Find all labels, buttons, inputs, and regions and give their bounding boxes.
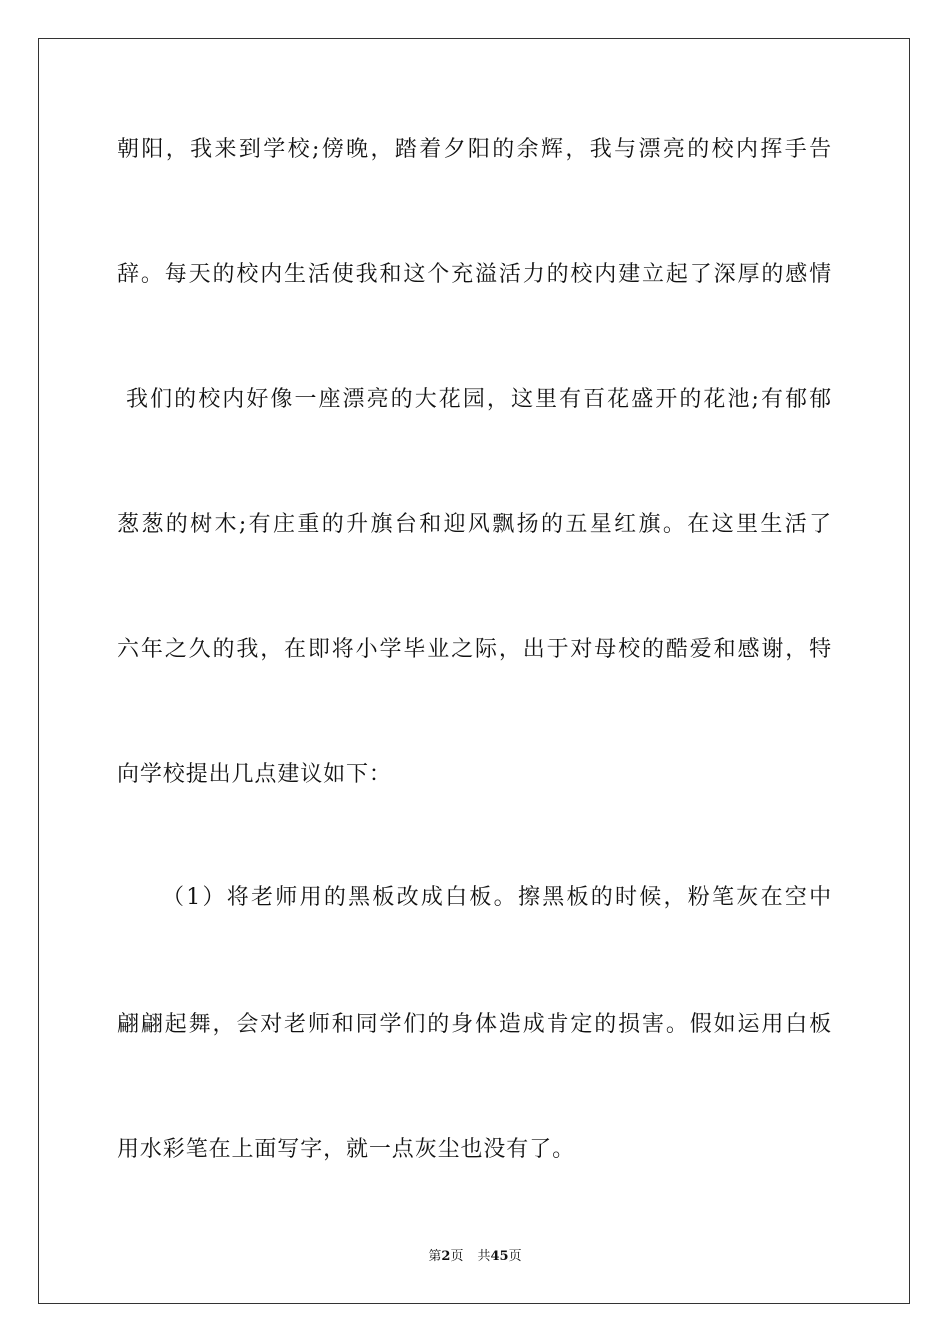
page-border	[38, 38, 910, 1304]
page-suffix: 页	[450, 1249, 464, 1264]
total-suffix: 页	[508, 1249, 522, 1264]
total-prefix: 共	[477, 1249, 491, 1264]
page-number: 2	[441, 1249, 451, 1264]
text-line: 辞。每天的校内生活使我和这个充溢活力的校内建立起了深厚的感情	[117, 262, 832, 287]
text-line: 六年之久的我，在即将小学毕业之际，出于对母校的酷爱和感谢，特	[117, 637, 832, 662]
text-line: 葱葱的树木;有庄重的升旗台和迎风飘扬的五星红旗。在这里生活了	[117, 512, 832, 537]
text-line: 向学校提出几点建议如下：	[117, 762, 392, 787]
text-line: 我们的校内好像一座漂亮的大花园，这里有百花盛开的花池;有郁郁	[117, 387, 832, 412]
page-footer	[0, 1248, 950, 1266]
text-line: 翩翩起舞，会对老师和同学们的身体造成肯定的损害。假如运用白板	[117, 1012, 832, 1037]
page-prefix: 第	[428, 1249, 442, 1264]
total-pages: 45	[490, 1249, 509, 1264]
text-line: 朝阳，我来到学校;傍晚，踏着夕阳的余辉，我与漂亮的校内挥手告	[117, 137, 832, 162]
text-line-indented: （1）将老师用的黑板改成白板。擦黑板的时候，粉笔灰在空中	[162, 885, 832, 910]
text-line: 用水彩笔在上面写字，就一点灰尘也没有了。	[117, 1137, 576, 1162]
